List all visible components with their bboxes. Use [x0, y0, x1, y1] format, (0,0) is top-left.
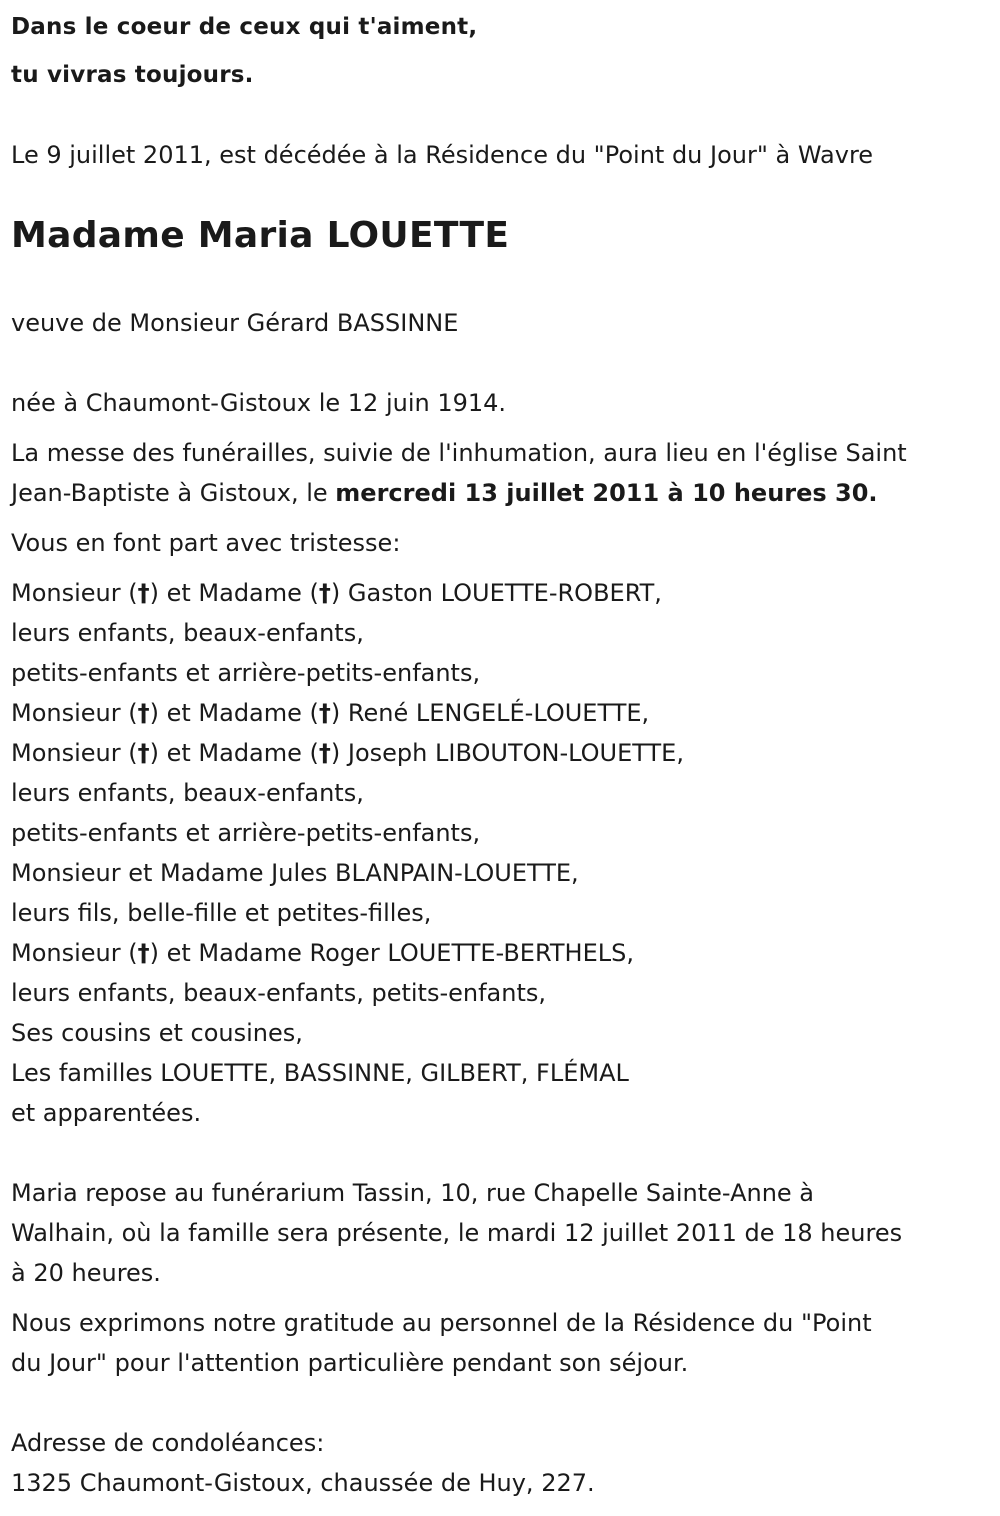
cross-icon: †: [137, 939, 150, 967]
gratitude-line-1: Nous exprimons notre gratitude au personnel de la Résidence du "Point: [11, 1309, 872, 1337]
cross-icon: †: [137, 579, 150, 607]
cross-icon: †: [318, 739, 331, 767]
condolences-address: 1325 Chaumont-Gistoux, chaussée de Huy, 227.: [11, 1469, 595, 1497]
funeral-line-2: [11, 478, 878, 508]
repose-line-1: Maria repose au funérarium Tassin, 10, rue Chapelle Sainte-Anne à: [11, 1179, 815, 1207]
cross-icon: †: [137, 739, 150, 767]
family-line: leurs enfants, beaux-enfants,: [11, 619, 364, 647]
deceased-name: Madame Maria LOUETTE: [11, 215, 510, 256]
funeral-line-1: La messe des funérailles, suivie de l'inhumation, aura lieu en l'église Saint: [11, 439, 907, 467]
family-line: Ses cousins et cousines,: [11, 1019, 303, 1047]
widow-of: veuve de Monsieur Gérard BASSINNE: [11, 309, 459, 337]
death-notice: Le 9 juillet 2011, est décédée à la Résidence du "Point du Jour" à Wavre: [11, 141, 874, 169]
repose-line-3: à 20 heures.: [11, 1259, 161, 1287]
family-line: et apparentées.: [11, 1099, 202, 1127]
family-line: Monsieur (†) et Madame Roger LOUETTE-BERTHELS,: [11, 939, 634, 967]
family-line: Monsieur et Madame Jules BLANPAIN-LOUETTE,: [11, 859, 579, 887]
family-line: Monsieur (†) et Madame (†) Joseph LIBOUTON-LOUETTE,: [11, 739, 684, 767]
family-line: Monsieur (†) et Madame (†) Gaston LOUETTE-ROBERT,: [11, 579, 662, 607]
funeral-date-time: mercredi 13 juillet 2011 à 10 heures 30.: [335, 479, 878, 507]
cross-icon: †: [318, 699, 331, 727]
epigraph-line-1: Dans le coeur de ceux qui t'aiment,: [11, 14, 478, 40]
cross-icon: †: [318, 579, 331, 607]
repose-line-2: Walhain, où la famille sera présente, le mardi 12 juillet 2011 de 18 heures: [11, 1219, 903, 1247]
family-line: leurs enfants, beaux-enfants,: [11, 779, 364, 807]
funeral-place: Jean-Baptiste à Gistoux, le: [11, 479, 336, 507]
cross-icon: †: [137, 699, 150, 727]
family-line: petits-enfants et arrière-petits-enfants,: [11, 659, 481, 687]
birth-info: née à Chaumont-Gistoux le 12 juin 1914.: [11, 389, 507, 417]
family-line: Les familles LOUETTE, BASSINNE, GILBERT, FLÉMAL: [11, 1059, 629, 1087]
gratitude-line-2: du Jour" pour l'attention particulière pendant son séjour.: [11, 1349, 689, 1377]
condolences-label: Adresse de condoléances:: [11, 1429, 325, 1457]
announce-line: Vous en font part avec tristesse:: [11, 529, 401, 557]
family-line: petits-enfants et arrière-petits-enfants,: [11, 819, 481, 847]
family-line: leurs enfants, beaux-enfants, petits-enfants,: [11, 979, 546, 1007]
family-line: Monsieur (†) et Madame (†) René LENGELÉ-LOUETTE,: [11, 699, 650, 727]
epigraph-line-2: tu vivras toujours.: [11, 62, 254, 88]
family-line: leurs fils, belle-fille et petites-filles,: [11, 899, 432, 927]
